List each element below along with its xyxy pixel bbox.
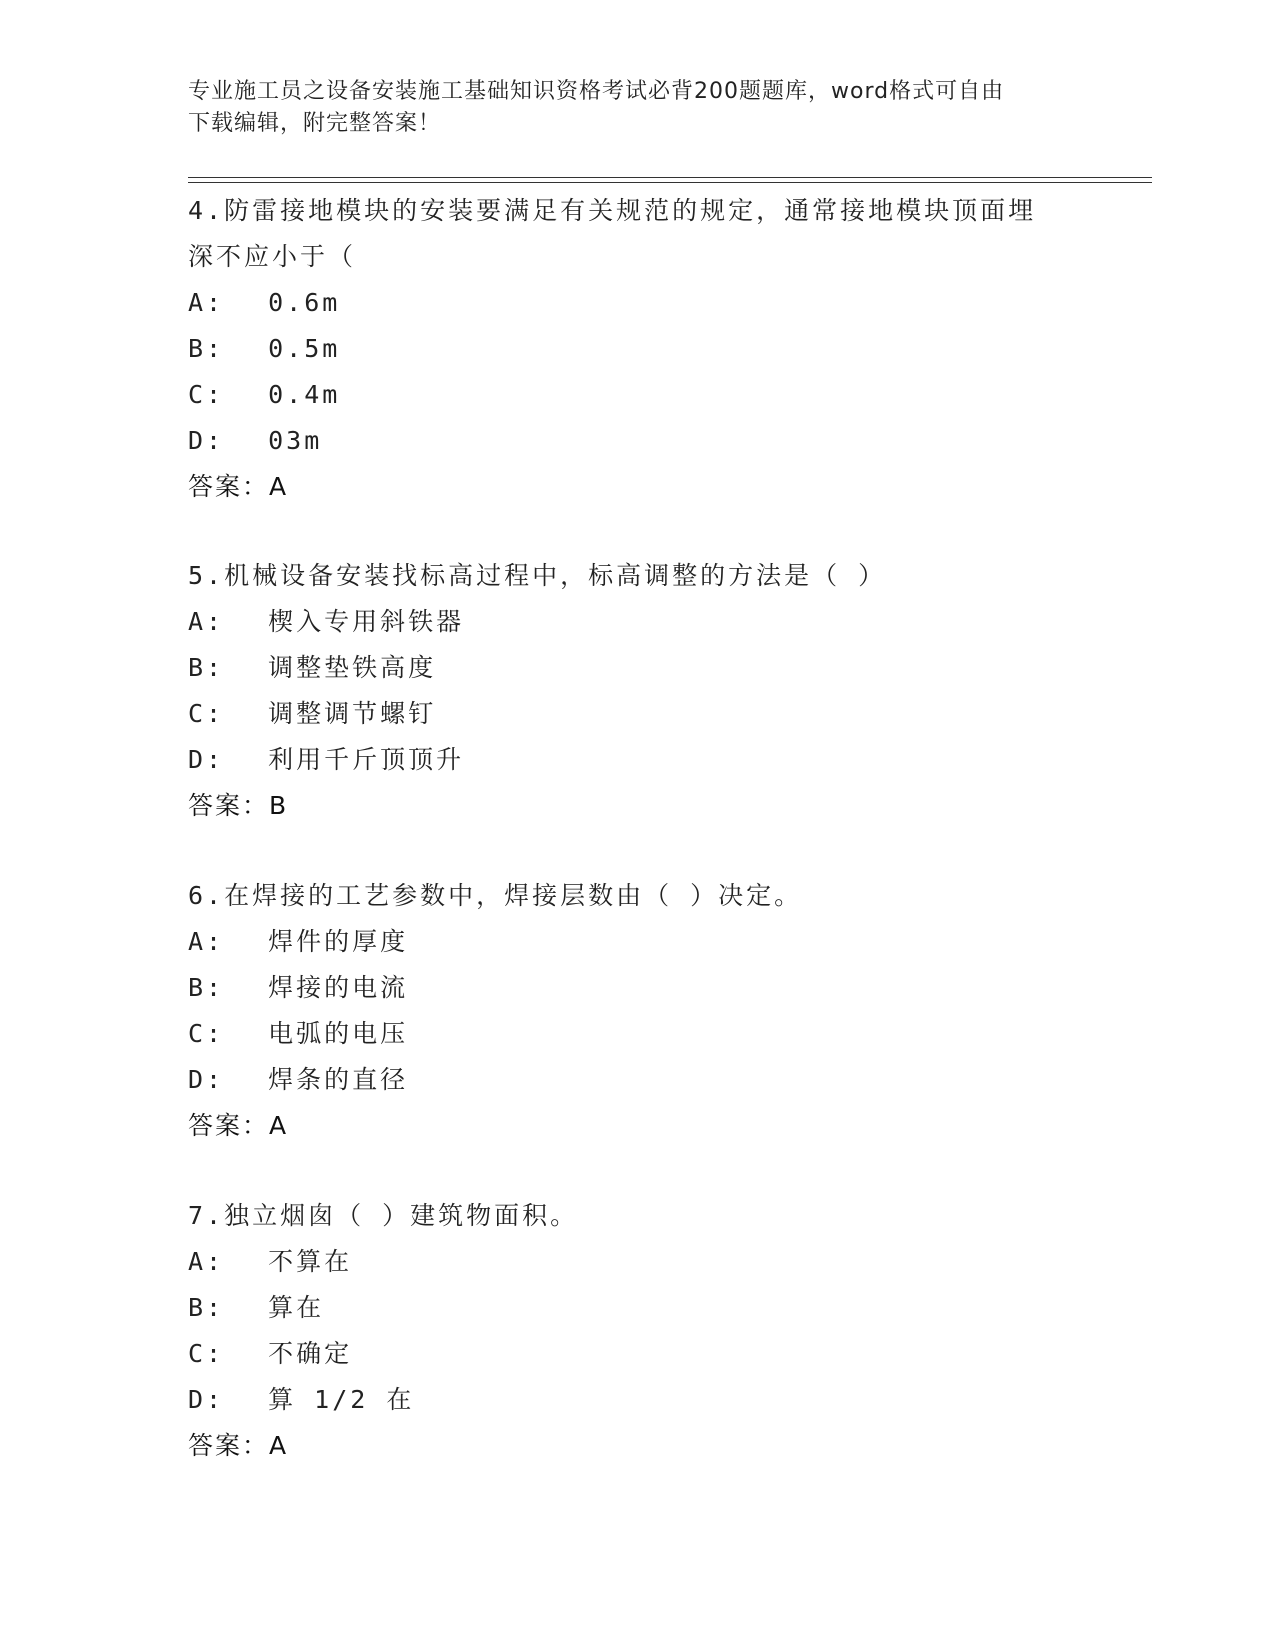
option-letter: B: bbox=[188, 973, 225, 1002]
answer-label: 答案： bbox=[188, 1431, 270, 1460]
option-b bbox=[188, 326, 1088, 372]
option-letter: C: bbox=[188, 1339, 225, 1368]
option-letter: B: bbox=[188, 653, 225, 682]
option-letter: D: bbox=[188, 1385, 225, 1414]
answer-value: B bbox=[269, 791, 287, 820]
option-text: 调整调节螺钉 bbox=[268, 699, 437, 728]
document-header bbox=[188, 76, 1068, 140]
answer-line bbox=[188, 783, 1088, 829]
option-letter: D: bbox=[188, 1065, 225, 1094]
option-text: 0.4m bbox=[268, 380, 341, 409]
option-b bbox=[188, 645, 1088, 691]
option-text: 焊接的电流 bbox=[268, 973, 409, 1002]
answer-line bbox=[188, 464, 1088, 510]
option-letter: D: bbox=[188, 426, 225, 455]
option-d bbox=[188, 1377, 1088, 1423]
answer-label: 答案： bbox=[188, 1111, 270, 1140]
answer-value: A bbox=[269, 1431, 287, 1460]
header-line-1: 专业施工员之设备安装施工基础知识资格考试必背200题题库，word格式可自由 bbox=[188, 79, 1005, 104]
option-text: 电弧的电压 bbox=[268, 1019, 409, 1048]
option-text: 焊条的直径 bbox=[268, 1065, 409, 1094]
option-text: 0.5m bbox=[268, 334, 341, 363]
header-divider-bottom bbox=[188, 182, 1152, 183]
option-a bbox=[188, 919, 1088, 965]
option-letter: A: bbox=[188, 927, 225, 956]
option-a bbox=[188, 599, 1088, 645]
option-letter: B: bbox=[188, 334, 225, 363]
option-text: 利用千斤顶顶升 bbox=[268, 745, 465, 774]
option-letter: C: bbox=[188, 699, 225, 728]
option-text: 03m bbox=[268, 426, 323, 455]
option-letter: B: bbox=[188, 1293, 225, 1322]
option-text: 焊件的厚度 bbox=[268, 927, 409, 956]
option-b bbox=[188, 1285, 1088, 1331]
option-text: 楔入专用斜铁器 bbox=[268, 607, 465, 636]
option-a bbox=[188, 1239, 1088, 1285]
question-4 bbox=[188, 188, 1088, 510]
answer-value: A bbox=[269, 1111, 287, 1140]
option-text: 0.6m bbox=[268, 288, 341, 317]
option-text: 算 1/2 在 bbox=[268, 1385, 415, 1414]
answer-line bbox=[188, 1103, 1088, 1149]
option-text: 不确定 bbox=[268, 1339, 353, 1368]
option-c bbox=[188, 372, 1088, 418]
option-c bbox=[188, 691, 1088, 737]
option-text: 算在 bbox=[268, 1293, 325, 1322]
header-divider-top bbox=[188, 177, 1152, 178]
question-stem: 7.独立烟囱（ ）建筑物面积。 bbox=[188, 1201, 579, 1230]
option-letter: C: bbox=[188, 1019, 225, 1048]
answer-label: 答案： bbox=[188, 472, 270, 501]
option-c bbox=[188, 1011, 1088, 1057]
answer-value: A bbox=[269, 472, 287, 501]
option-d bbox=[188, 418, 1088, 464]
option-b bbox=[188, 965, 1088, 1011]
option-text: 不算在 bbox=[268, 1247, 353, 1276]
option-c bbox=[188, 1331, 1088, 1377]
option-letter: D: bbox=[188, 745, 225, 774]
option-text: 调整垫铁高度 bbox=[268, 653, 437, 682]
option-a bbox=[188, 280, 1088, 326]
option-d bbox=[188, 1057, 1088, 1103]
option-letter: C: bbox=[188, 380, 225, 409]
header-line-2: 下载编辑，附完整答案！ bbox=[188, 111, 442, 136]
question-6 bbox=[188, 873, 1088, 1149]
question-stem: 6.在焊接的工艺参数中，焊接层数由（ ）决定。 bbox=[188, 881, 803, 910]
answer-line bbox=[188, 1423, 1088, 1469]
option-letter: A: bbox=[188, 607, 225, 636]
question-stem: 4.防雷接地模块的安装要满足有关规范的规定，通常接地模块顶面埋 bbox=[188, 196, 1037, 225]
question-5 bbox=[188, 553, 1088, 829]
question-7 bbox=[188, 1193, 1088, 1469]
option-d bbox=[188, 737, 1088, 783]
question-stem: 5.机械设备安装找标高过程中，标高调整的方法是（ ） bbox=[188, 561, 887, 590]
question-stem-continued: 深不应小于（ bbox=[188, 242, 357, 271]
option-letter: A: bbox=[188, 288, 225, 317]
answer-label: 答案： bbox=[188, 791, 270, 820]
option-letter: A: bbox=[188, 1247, 225, 1276]
